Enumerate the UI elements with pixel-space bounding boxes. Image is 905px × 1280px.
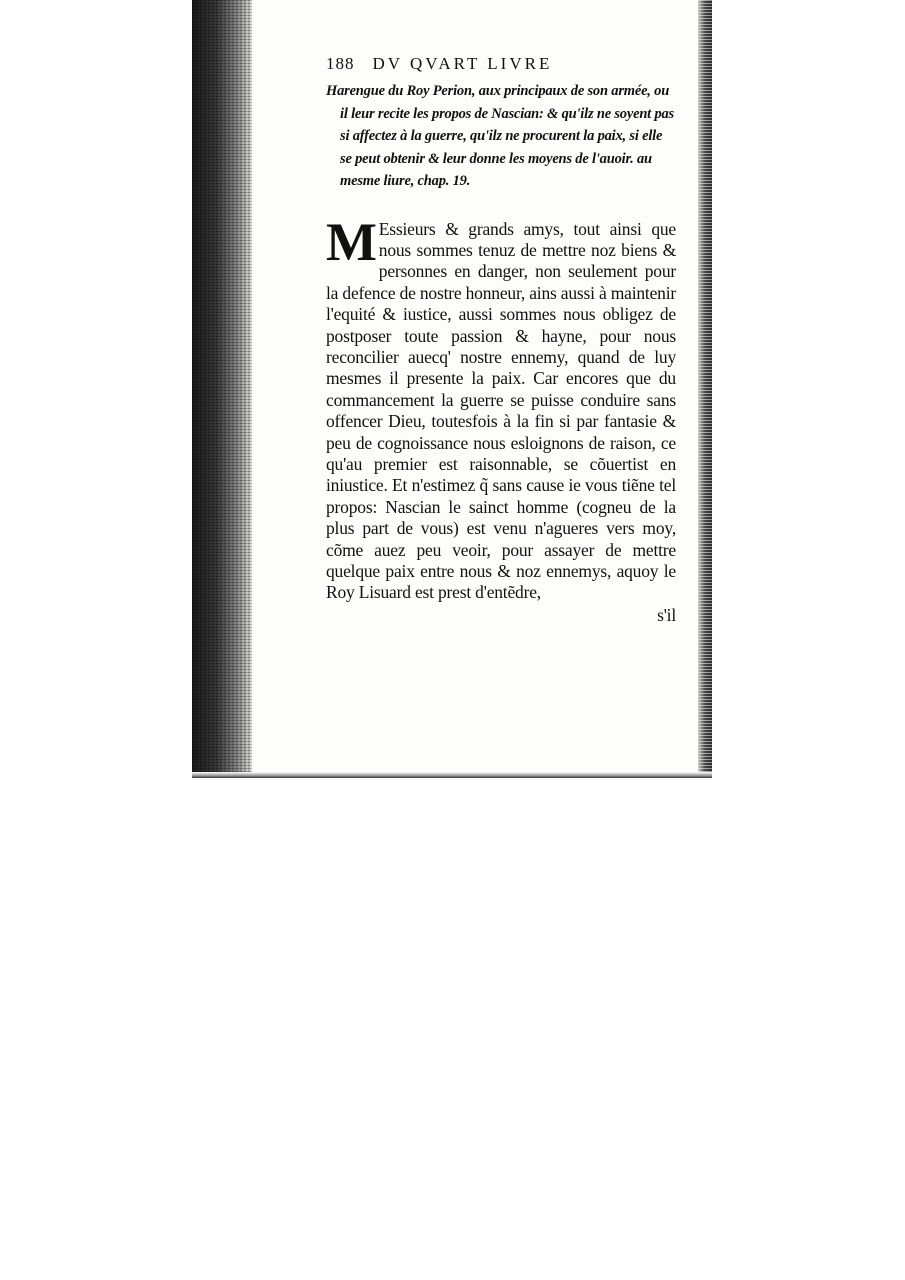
body-text: Essieurs & grands amys, tout ainsi que nous sommes tenuz de mettre noz biens & personnes en danger, non seulement pour la defence de nostre honneur, ains aussi à maintenir l'equité & iustice, aussi sommes nous obligez de postposer toute passion & hayne, pour nous reconcilier auecq' nostre ennemy, quand de luy mesmes il presente la paix. Car encores que du commancement la guerre se puisse conduire sans offencer Dieu, toutesfois à la fin si par fantasie & peu de cognoissance nous esloignons de raison, ce qu'au premier est raisonnable, se cõuertist en iniustice. Et n'estimez q̃ sans cause ie vous tiẽne tel propos: Nascian le sainct homme (cogneu de la plus part de vous) est venu n'agueres vers moy, cõme auez peu veoir, pour assayer de mettre quelque paix entre nous & noz ennemys, aquoy le Roy Lisuard est prest d'entẽdre, <box>326 218 676 603</box>
page-bottom-edge <box>192 772 712 778</box>
scanned-page <box>192 0 712 778</box>
book-gutter-left <box>192 0 252 778</box>
catchword: s'il <box>657 604 676 625</box>
book-edge-right <box>698 0 712 778</box>
drop-cap: M <box>326 211 377 272</box>
page-number: 188 <box>326 54 355 73</box>
running-head <box>326 52 676 76</box>
chapter-caption: Harengue du Roy Perion, aux principaux de son armée, ou il leur recite les propos de Nascian: & qu'ilz ne soyent pas si affectez à la guerre, qu'ilz ne procurent la paix, si elle se peut obtenir & leur donne les moyens de l'auoir. au mesme liure, chap. 19. <box>326 83 674 189</box>
page-text-block <box>326 52 676 626</box>
running-title: DV QVART LIVRE <box>372 54 553 73</box>
body-paragraph <box>326 211 676 626</box>
